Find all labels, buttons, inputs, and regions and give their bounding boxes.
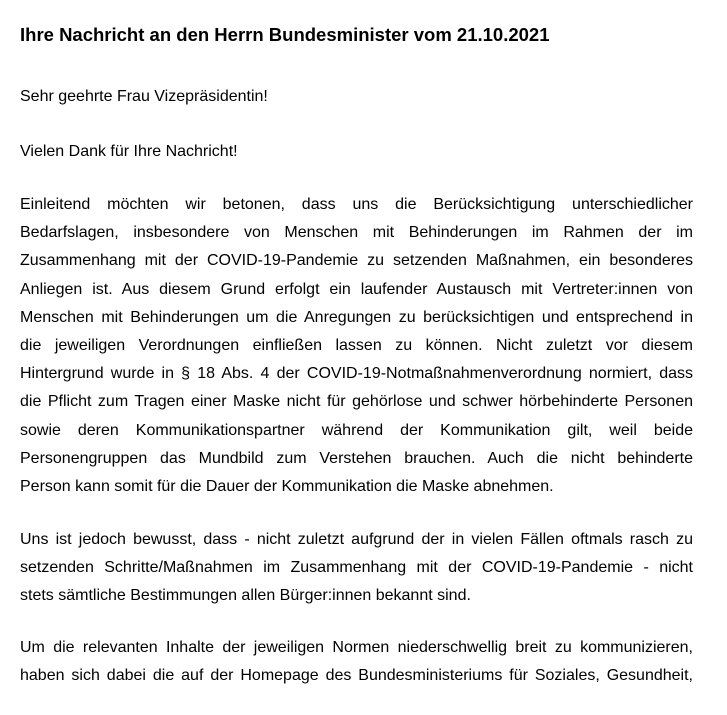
paragraph-line: setzenden Schritte/Maßnahmen im Zusammenhang mit der COVID-19-Pandemie - nicht (20, 559, 693, 577)
paragraph-line: Einleitend möchten wir betonen, dass uns die Berücksichtigung unterschiedlicher (20, 196, 693, 213)
paragraph-line: Zusammenhang mit der COVID-19-Pandemie zu setzenden Maßnahmen, ein besonderes (20, 252, 693, 270)
paragraph-line: stets sämtliche Bestimmungen allen Bürger:innen bekannt sind. (20, 587, 471, 605)
paragraph-line: die jeweiligen Verordnungen einfließen lassen zu können. Nicht zuletzt vor diesem (20, 336, 693, 354)
paragraph-line: Bedarfslagen, insbesondere von Menschen mit Behinderungen im Rahmen der im (20, 224, 693, 242)
paragraph-intro (20, 191, 693, 501)
paragraph-line: Uns ist jedoch bewusst, dass - nicht zuletzt aufgrund der in vielen Fällen oftmals rasch zu (20, 531, 693, 548)
paragraph-line: sowie deren Kommunikationspartner während der Kommunikation gilt, weil beide (20, 421, 693, 439)
paragraph-awareness (20, 526, 693, 611)
paragraph-line: Hintergrund wurde in § 18 Abs. 4 der COVID-19-Notmaßnahmenverordnung normiert, dass (20, 365, 693, 383)
paragraph-line: Um die relevanten Inhalte der jeweiligen Normen niederschwellig breit zu kommunizieren, (20, 639, 693, 656)
paragraph-communication (20, 634, 693, 690)
paragraph-line: Person kann somit für die Dauer der Kommunikation die Maske abnehmen. (20, 477, 554, 495)
salutation: Sehr geehrte Frau Vizepräsidentin! (20, 88, 268, 105)
paragraph-line: Menschen mit Behinderungen um die Anregungen zu berücksichtigen und entsprechend in (20, 308, 693, 326)
paragraph-line: Anliegen ist. Aus diesem Grund erfolgt ein laufender Austausch mit Vertreter:innen von (20, 280, 693, 298)
paragraph-line: die Pflicht zum Tragen einer Maske nicht für gehörlose und schwer hörbehinderte Personen (20, 393, 693, 411)
letter-title: Ihre Nachricht an den Herrn Bundesminister vom 21.10.2021 (20, 24, 550, 45)
paragraph-line: Personengruppen das Mundbild zum Verstehen brauchen. Auch die nicht behinderte (20, 449, 693, 467)
thanks-line: Vielen Dank für Ihre Nachricht! (20, 143, 238, 160)
paragraph-line: haben sich dabei die auf der Homepage des Bundesministeriums für Soziales, Gesundheit, (20, 667, 693, 685)
